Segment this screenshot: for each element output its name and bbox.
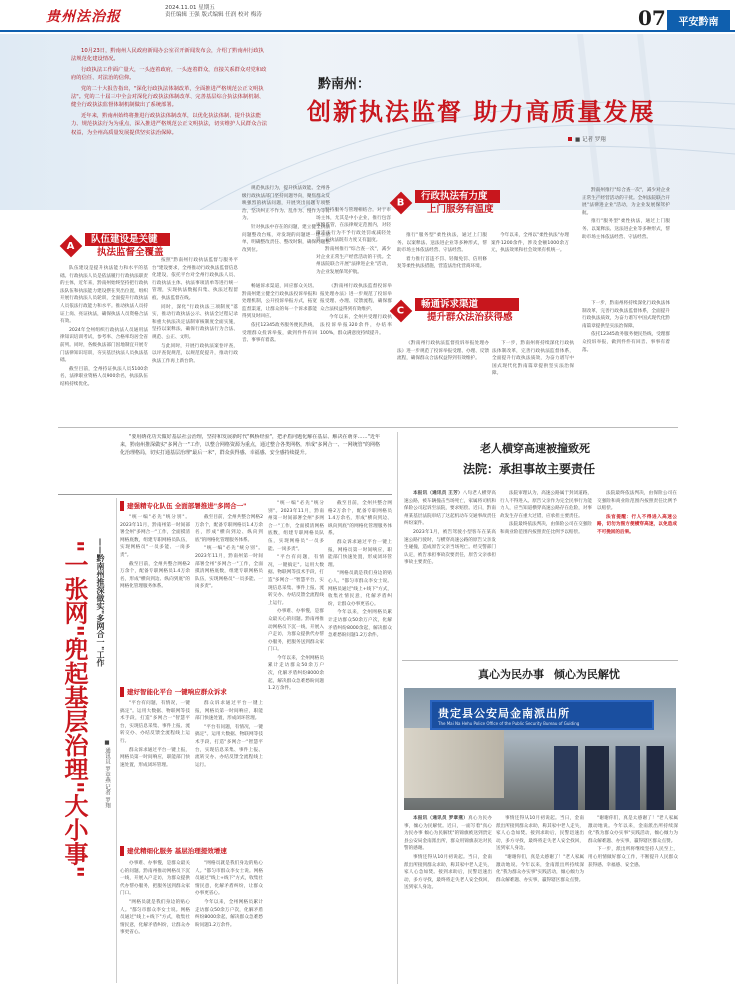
paragraph: 《黔南州行政执法监督投诉举报处理办法》进一步规范了投诉举报受理、办理、反馈流程，确保群众合法权益得到有效维护。: [397, 341, 489, 362]
section-divider: [58, 427, 678, 428]
paragraph: 今年以来，全州共受理行政执法投诉举报320余件，办结率100%，群众满意度持续提升。: [320, 315, 392, 336]
article1b-column-4: [492, 340, 574, 420]
station-sign-text: 贵定县公安局金南派出所: [438, 707, 570, 720]
section-c-title1: 畅通诉求渠道: [415, 298, 519, 311]
paragraph: 依托12345政务服务便民热线，受理群众投诉举报，做到件件有回音、事事有着落。: [242, 322, 317, 344]
article3-byline: 本报讯（通讯员 王芳）: [413, 491, 463, 496]
paragraph: 黔南州推行"综合查一次"，减少对企业正常生产经营活动的干扰。全州法院联合开展"法律进企业"活动，为企业发展保驾护航。: [582, 188, 670, 216]
article2-col-1a: [120, 514, 190, 664]
article2-col-2b: [195, 700, 263, 830]
badge-letter: C: [397, 305, 405, 317]
police-station-photo: [404, 688, 676, 810]
paragraph: "网格员就是我们身边的贴心人。"都匀市群众李女士说。网格员通过"线上+线下"方式，收集社情民意，化解矛盾纠纷，让群众办事更省心。: [328, 571, 392, 607]
station-sign: [430, 700, 654, 730]
paragraph: 群众诉求通过平台一键上报，网格员第一时间响应，职能部门快速处置，形成闭环管理。: [328, 539, 392, 568]
article2-col-3b: [195, 860, 263, 985]
article3-kicker: 老人横穿高速被撞致死: [480, 442, 590, 455]
section-label: 平安黔南: [667, 10, 730, 31]
paragraph: 《黔南州行政执法监督投诉举报处理办法》进一步规范了投诉举报受理、办理、反馈流程，确保群众合法权益得到有效维护。: [320, 284, 392, 312]
section-a-title2: 执法监督全覆盖: [97, 247, 164, 258]
intro-paragraph: 近年来，黔南州始终将推进行政执法体制改革，以优化执法体制、提升执法能力、规范执法行为为重点，深入推进严格规范公正文明执法，切实维护人民群众合法权益，为全州高质量发展提供坚实法治保障。: [71, 112, 267, 136]
paragraph: "谢谢你们，真是太感谢了！"老人家属激动地说。今年以来，金南派出所持续深化"我为群众办实事"实践活动，倾心倾力为群众解难题、办实事，赢得辖区群众点赞。: [496, 854, 584, 883]
paragraph: 着力推行首违不罚、轻微免罚、信用修复等柔性执法措施，营造法治化营商环境。: [397, 256, 487, 270]
paragraph: "统一编"必先"统分别"。2023年11月，黔南州第一时间部署全州"多网合一"工作，全面摸清网格底数，组建专职网格员队伍，实现网格员"一员多能、一岗多责"。: [195, 546, 263, 590]
article4-col-3: [588, 815, 678, 985]
paragraph: 群众诉求通过平台一键上报，网格员第一时间响应，职能部门快速处置，形成闭环管理。: [120, 747, 190, 768]
article1-column-6: [491, 232, 569, 282]
paragraph: 推行"服务型"柔性执法，通过上门服务、以案释法、送法进企业等多种形式，帮助市场主体依法经营、守法经营。: [397, 233, 487, 254]
paragraph: "平台有问题，有情况，一键搞定"。运用大数据、物联网等技术手段，打造"多网合一"智慧平台，实现信息采集、事件上报、流转交办、办结反馈全流程线上运行。: [268, 555, 324, 606]
paragraph: 截至目前，全州共整合网格2万余个，配备专职网格员1.4万余名，形成"横向到边、纵向到底"的网格化管理服务体系。: [328, 501, 392, 537]
photo-wall: [404, 728, 504, 798]
paragraph: 法官提醒：行人不得进入高速公路，切勿为图方便横穿高速，以免造成不可挽回的后果。: [597, 514, 677, 535]
section-b-title2: 上门服务有温度: [427, 204, 494, 215]
article3-col-3: [597, 490, 677, 660]
paragraph: 截至目前，全州共整合网格2万余个，配备专职网格员1.4万余名，形成"横向到边、纵向到底"的网格化管理服务体系。: [195, 515, 263, 543]
article2-col-1b: [195, 514, 263, 664]
paragraph: 今年以来，全州网格员累计走访群众50余万户次，化解矛盾纠纷8000余起，解决群众急难愁盼问题1.2万余件。: [328, 610, 392, 639]
article2-col-4: [268, 500, 324, 985]
paragraph: 按照"黔南州行政执法监督与服务平台"建设要求，全州推动行政执法监督信息化建设，依托平台对全州行政执法人员、行政执法主体、执法事项清单等进行统一管理，实现执法数据归集、执法过程留痕、执法监督在线。: [152, 258, 238, 301]
paragraph: 依托12345政务服务便民热线，受理群众投诉举报，做到件件有回音、事事有着落。: [582, 332, 670, 353]
lead-paragraph: "要用绣花功夫做好基层社会治理，坚持和发展新时代"枫桥经验"，把矛盾问题化解在基层、解决在萌芽……"近年来，黔南州推深做实"多网合一"工作，以整合网格资源为重点，通过整合各类网格，形成"多网合一、一网统管"的网格化治理格局，切实打通基层治理"最后一米"，群众获得感、幸福感、安全感持续提升。: [120, 434, 380, 456]
paragraph: 针对执法中存在的问题，建立健全执法问题整改台账，对发现的问题逐一建立清单，明确整改责任、整改时限，确保问题整改到位。: [242, 224, 330, 253]
article2-vertical-title: "一张网"兜起基层治理"大小事": [60, 540, 89, 879]
paragraph: "网格员就是我们身边的贴心人。"都匀市群众李女士说。网格员通过"线上+线下"方式，收集社情民意，化解矛盾纠纷，让群众办事更省心。: [195, 861, 263, 897]
section-divider: [402, 660, 678, 661]
article1b-column-5: [582, 300, 670, 420]
badge-letter: B: [397, 197, 405, 209]
paragraph: 法院最终依法判决，由保险公司在交强险和商业险范围内按照责任比例予以赔偿。: [597, 491, 677, 512]
paragraph: 截至目前，全州共整合网格2万余个，配备专职网格员1.4万余名，形成"横向到边、纵向到底"的网格化管理服务体系。: [120, 561, 190, 590]
paragraph: 截至目前，全州持证执法人员5100余名，法律职业资格人员900余名，执法队伍结构持续优化。: [60, 366, 148, 387]
section-c-title2: 提升群众法治获得感: [427, 312, 513, 323]
section-b-title1: 行政执法有力度: [415, 190, 500, 203]
intro-paragraph: 10月23日，黔南州人民政府新闻办公室召开新闻发布会，介绍了黔南州行政执法规范化建设情况。: [71, 48, 264, 63]
article1b-column-1: [242, 283, 317, 423]
paragraph: "平台有问题，有情况，一键搞定"。运用大数据、物联网等技术手段，打造"多网合一"智慧平台，实现信息采集、事件上报、流转交办、办结反馈全流程线上运行。: [120, 701, 190, 744]
paragraph: "平台有问题，有情况，一键搞定"。运用大数据、物联网等技术手段，打造"多网合一"智慧平台，实现信息采集、事件上报、流转交办、办结反馈全流程线上运行。: [195, 724, 263, 768]
paragraph: 今年以来，全州网格员累计走访群众50余万户次，化解矛盾纠纷8000余起，解决群众急难愁盼问题1.2万余件。: [268, 655, 324, 692]
paragraph: 畅通诉求渠道，回应群众关切。黔南州建立健全行政执法投诉举报和处理机制，公开投诉举报方式，拓宽监督渠道，让群众的每一个诉求都能得到及时回应。: [242, 284, 317, 320]
police-officers-figure: [554, 746, 664, 810]
byline-text: ■ 记者 罗翔: [575, 137, 606, 143]
paragraph: 办事难、办事慢，是群众最关心的问题。黔南州推动网格员下沉一线，开展入户走访，为群众提供代办帮办服务，把服务送到群众家门口。: [120, 861, 190, 897]
section-c-badge: [390, 300, 413, 323]
paragraph: 群众诉求通过平台一键上报，网格员第一时间响应，职能部门快速处置，形成闭环管理。: [195, 701, 263, 722]
paragraph: 下一步，黔南州将持续深化行政执法体制改革，完善行政执法监督体系，全面提升行政执法质效，为奋力谱写中国式现代化黔南篇章提供坚实法治保障。: [492, 341, 574, 377]
paragraph: 下一步，黔南州将持续深化行政执法体制改革，完善行政执法监督体系，全面提升行政执法质效，为奋力谱写中国式现代化黔南篇章提供坚实法治保障。: [582, 301, 670, 329]
article1-column-1: [60, 265, 148, 420]
paragraph: 今年以来，全州以"柔性执法"办理案件1200余件，涉及金额1000余万元，执法效果和社会效果有机统一。: [491, 233, 569, 254]
paragraph: 今年以来，全州网格员累计走访群众50余万户次，化解矛盾纠纷8000余起，解决群众急难愁盼问题1.2万余件。: [195, 899, 263, 928]
lead-divider: [58, 494, 392, 495]
newspaper-logo: 贵州法治报: [46, 9, 121, 25]
paragraph: 法院审理认为，高速公路属于封闭道路，行人不得进入。原告父亲作为完全民事行为能力人，应当知道横穿高速公路存在危险，对事故发生存在重大过错，应承担主要责任。: [500, 491, 592, 519]
vertical-rule: [397, 432, 398, 984]
section-b-heading: [393, 190, 500, 216]
article4-byline: 本报讯（通讯员 罗章燕）: [413, 816, 469, 821]
article2-vertical-subtitle: ——黔南州推深做实"多网合一"工作: [96, 538, 105, 667]
section-b-badge: [390, 192, 413, 215]
hero-byline: [568, 135, 606, 143]
paragraph: "谢谢你们，真是太感谢了！"老人家属激动地说。今年以来，金南派出所持续深化"我为群众办实事"实践活动，倾心倾力为群众解难题、办实事，赢得辖区群众点赞。: [588, 816, 678, 844]
paragraph: 真心为民办事，倾心为民解忧。近日，一面写着"真心为民办事 倾心为民解忧"的锦旗被送到贵定县公安局金南派出所，群众用锦旗表达对民警的感谢。: [404, 816, 492, 852]
paragraph: 办事难、办事慢，是群众最关心的问题。黔南州推动网格员下沉一线，开展入户走访，为群众提供代办帮办服务，把服务送到群众家门口。: [268, 609, 324, 653]
paragraph: 八旬老人横穿高速公路，被车辆撞击当场死亡，家属将司机和保险公司起诉至法院，要求赔偿。近日，黔南州某基层法院审结了这起机动车交通事故责任纠纷案件。: [404, 491, 496, 527]
section-a-badge: [60, 235, 83, 258]
paragraph: "统一编"必先"统分别"。2023年11月，黔南州第一时间部署全州"多网合一"工作，全面摸清网格底数，组建专职网格员队伍，实现网格员"一员多能、一岗多责"。: [268, 501, 324, 552]
article1-column-5: [397, 232, 487, 282]
hero-intro: [71, 47, 267, 139]
section-c-heading: [393, 298, 519, 324]
page-header: [0, 0, 735, 32]
page-number: 07: [638, 6, 666, 30]
article1-column-7: [582, 187, 670, 297]
paragraph: 同时，深化"行政执法三项制度"落实，推动行政执法公示、执法全过程记录和重大执法决定法制审核制度全面实施，坚持以案释法，确保行政执法行为合法、规范、公正、文明。: [152, 304, 238, 340]
article1-column-4: [316, 207, 391, 282]
paragraph: 2023年1月，被告驾驶小型客车在某高速公路行驶时，与横穿高速公路的原告父亲发生碰撞，造成原告父亲当场死亡。经交警部门认定，被告承担事故次要责任，原告父亲承担事故主要责任。: [404, 529, 496, 566]
article3-col-1: [404, 490, 496, 660]
section-a-heading: [63, 233, 170, 259]
station-sign-english: The Mai Na Hehu Police Office of the Public Security Bureau of Guiding: [438, 721, 580, 726]
article1b-column-2: [320, 283, 392, 423]
paragraph: 队伍建设是提升执法能力和水平的基础。行政执法人员是依法履行行政执法职责的主体，近年来，黔南州始终坚持把行政执法队伍和执法能力建设摆在突出位置，组织开展行政执法人员轮训，全面提升行政执法人员依法行政能力和水平。推动执法人员持证上岗、亮证执法，确保执法人员资格合法有效。: [60, 266, 148, 325]
article2-byline: ■ 通讯员 罗章燕 记者 罗翔: [104, 740, 110, 808]
paragraph: 法院最终依法判决，由保险公司在交强险和商业险范围内按照责任比例予以赔偿。: [500, 522, 592, 535]
subheading-text: 建好智能化平台 一键响应群众诉求: [127, 688, 227, 696]
paragraph: "网格员就是我们身边的贴心人。"都匀市群众李女士说。网格员通过"线上+线下"方式，收集社情民意，化解矛盾纠纷，让群众办事更省心。: [120, 899, 190, 936]
article2-col-3a: [120, 860, 190, 985]
article2-col-5: [328, 500, 392, 985]
hero-kicker: 黔南州：: [318, 77, 371, 92]
bullet-icon: [568, 137, 572, 141]
intro-paragraph: 党的二十大报告指出，"深化行政执法体制改革，全面推进严格规范公正文明执法"。党的二十届三中全会对深化行政执法体制改革、完善基层综合执法体制机制、健全行政执法监督体制机制做出了系统部署。: [71, 85, 265, 109]
vertical-rule: [116, 498, 117, 983]
article4-col-2: [496, 815, 584, 985]
paragraph: 与此同时，开展行政执法案卷评查，以评查促规范，以规范促提升，推动行政执法工作再上新台阶。: [152, 343, 238, 364]
paragraph: "统一编"必先"统分别"。2023年11月，黔南州第一时间部署全州"多网合一"工作，全面摸清网格底数，组建专职网格员队伍，实现网格员"一员多能、一岗多责"。: [120, 515, 190, 558]
article3-col-2: [500, 490, 592, 660]
article1-column-2: [152, 257, 238, 427]
issue-date: 2024.11.01 星期五: [165, 5, 215, 11]
paragraph: 坚持服务与管理相结合。对于市场主体，尤其是中小企业，推行包容审慎监管，在法律规定范围内，对轻微违法行为不予行政处罚或减轻处罚，让执法既有力度又有温度。: [316, 208, 391, 244]
hero-headline: 创新执法监督 助力高质量发展: [307, 97, 656, 126]
subheading-text: 建优精细化服务 基层治理提效增速: [127, 847, 227, 855]
intro-paragraph: 行政执法工作面广量大，一头连着政府，一头连着群众，直接关系群众对党和政府的信任、对法治的信仰。: [71, 66, 267, 82]
article3-title: 法院：承担事故主要责任: [463, 462, 596, 476]
article2-col-2a: [120, 700, 190, 830]
editor-line: 责任编辑 王强 版式编辑 任润 校对 梅涛: [165, 12, 262, 18]
paragraph: 下一步，派出所将继续坚持人民至上，用心用情做好群众工作，不断提升人民群众获得感、幸福感、安全感。: [588, 847, 678, 868]
subheading-text: 建强精专化队伍 全面部署推进"多网合一": [127, 502, 247, 510]
article4-title: 真心为民办事 倾心为民解忧: [478, 668, 620, 681]
issue-info: [165, 5, 262, 19]
article2-lead: [120, 434, 380, 490]
paragraph: 规范执法行为，提升执法效能。全州各级行政执法部门坚持问题导向，聚焦群众反映强烈的执法问题，开展突出问题专项整治，坚决纠正不作为、乱作为、慢作为等行为。: [242, 186, 330, 222]
article1b-column-3: [397, 340, 489, 420]
paragraph: 2024年全州组织行政执法人员通用法律知识培训考试，参考率、合格率均居全省前列。同时，各级执法部门因地制宜开展专门法律知识培训，夯实基层执法人员执法基础。: [60, 327, 148, 364]
section-a-title1: 队伍建设是关键: [85, 233, 170, 246]
article4-col-1: [404, 815, 492, 985]
badge-letter: A: [67, 240, 75, 252]
paragraph: 事情还得从10月初说起。当日，金南派出所接到群众求助，称其家中老人走失，家人心急如焚。接到求助后，民警迅速出动，多方寻找，最终将走失老人安全找回，送到家人身边。: [404, 854, 492, 891]
paragraph: 黔南州推行"综合查一次"，减少对企业正常生产经营活动的干扰。全州法院联合开展"法律进企业"活动，为企业发展保驾护航。: [316, 246, 391, 275]
paragraph: 事情还得从10月初说起。当日，金南派出所接到群众求助，称其家中老人走失，家人心急如焚。接到求助后，民警迅速出动，多方寻找，最终将走失老人安全找回，送到家人身边。: [496, 816, 584, 852]
paragraph: 推行"服务型"柔性执法，通过上门服务、以案释法、送法进企业等多种形式，帮助市场主体依法经营、守法经营。: [582, 219, 670, 240]
